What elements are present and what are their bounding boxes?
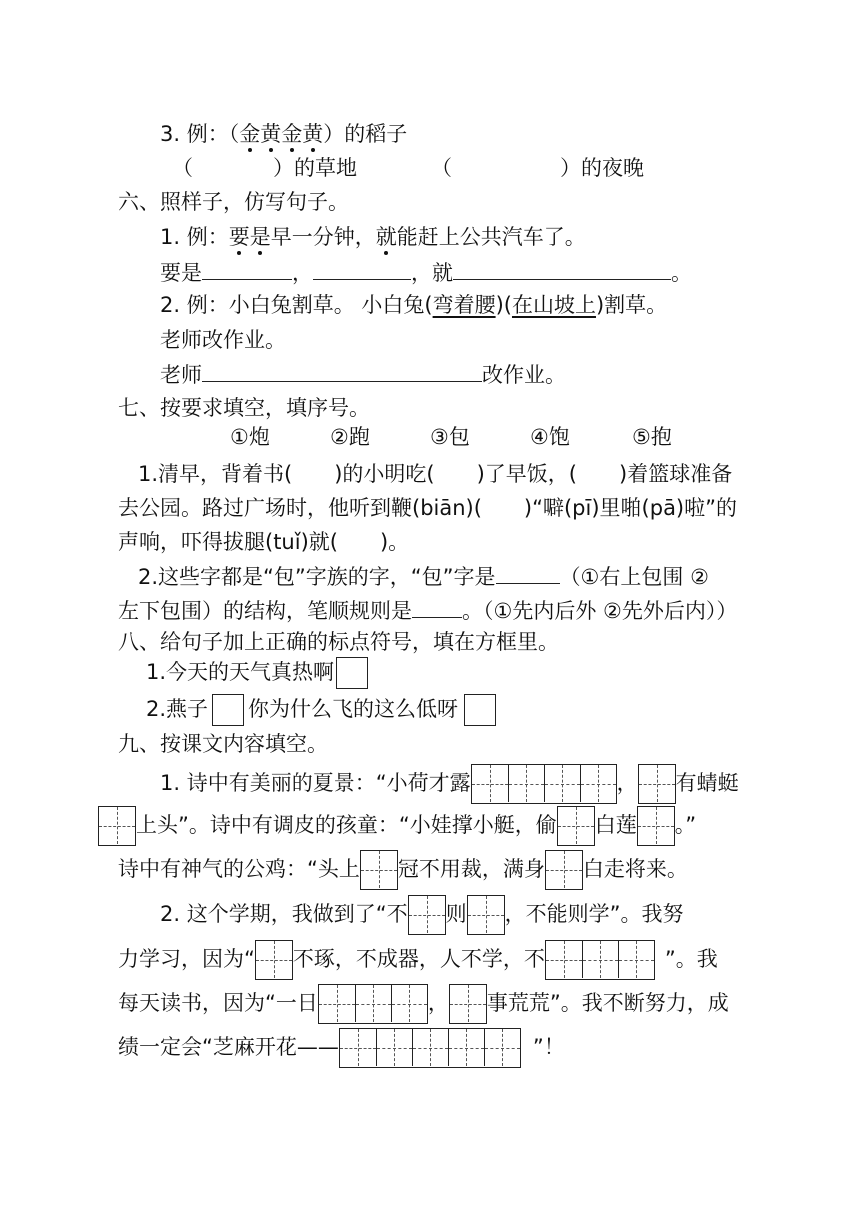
s9-text: 1. 诗中有美丽的夏景：“小荷才露 — [160, 771, 471, 795]
s7-p2-l1b: （①右上包围 ② — [559, 565, 709, 589]
ex1-char: 就 — [375, 225, 397, 249]
s6-ans1-a: 要是 — [160, 261, 202, 285]
s6-ans1-comma1: ， — [292, 261, 313, 285]
s6-ans1-end: 。 — [671, 261, 692, 285]
ex1-char: 汽 — [501, 225, 523, 249]
tianzige-grid[interactable] — [339, 1028, 521, 1068]
tianzige-cell[interactable] — [472, 765, 508, 802]
example-char: 金 — [239, 122, 261, 146]
tianzige-cell[interactable] — [618, 941, 654, 978]
tianzige-grid[interactable] — [637, 806, 675, 846]
tianzige-cell[interactable] — [639, 765, 675, 802]
choice-4: ④饱 — [530, 425, 570, 449]
tianzige-cell[interactable] — [99, 807, 135, 844]
s9-text: ， — [427, 991, 449, 1015]
s6-ans1-comma2: ，就 — [411, 261, 453, 285]
s6-ex2-question: 老师改作业。 — [160, 328, 286, 352]
s9-text: 冠不用裁，满身 — [397, 857, 545, 881]
s3-suffix: ）的稻子 — [323, 122, 408, 146]
s9-text: 每天读书，因为“一日 — [118, 991, 318, 1015]
s7-p1-line1: 1.清早，背着书( )的小明吃( )了早饭，( )着篮球准备 — [138, 462, 733, 486]
tianzige-grid[interactable] — [318, 984, 428, 1024]
example-char: 黄 — [260, 122, 282, 146]
s8-q2-a: 2.燕子 — [146, 697, 209, 721]
s7-p1-line3: 声响，吓得拔腿(tuǐ)就( )。 — [118, 530, 410, 554]
s9-text: 不琢，不成器，人不学，不 — [292, 947, 545, 971]
s9-p2-line1 — [160, 893, 683, 935]
tianzige-grid[interactable] — [545, 940, 655, 980]
s6-ans2-b: 改作业。 — [482, 363, 566, 387]
ex1-char: 上 — [438, 225, 460, 249]
s9-text: ”。我 — [664, 947, 718, 971]
example-char: 黄 — [302, 122, 324, 146]
s3-example-word — [239, 122, 323, 146]
tianzige-grid[interactable] — [98, 806, 136, 846]
s6-answer1 — [160, 257, 692, 288]
tianzige-cell[interactable] — [319, 985, 355, 1022]
tianzige-cell[interactable] — [391, 985, 427, 1022]
s8-q1-text: 1.今天的天气真热啊 — [146, 660, 335, 684]
tianzige-cell[interactable] — [448, 1029, 484, 1066]
tianzige-cell[interactable] — [340, 1029, 376, 1066]
s9-text: ， — [616, 771, 638, 795]
s9-text: 事荒荒”。我不断努力，成 — [486, 991, 729, 1015]
ex1-char: 。 — [564, 225, 586, 249]
choice-3: ③包 — [430, 425, 470, 449]
ex1-char: 公 — [459, 225, 481, 249]
s9-text: 。” — [674, 813, 697, 837]
s9-p1-line3 — [118, 848, 688, 890]
s9-p2-line4 — [118, 1026, 565, 1068]
ex1-char: 是 — [249, 225, 271, 249]
ex1-char: 了 — [543, 225, 565, 249]
s6-example2 — [160, 290, 667, 320]
tianzige-cell[interactable] — [376, 1029, 412, 1066]
s6-heading: 六、照样子，仿写句子。 — [118, 190, 349, 214]
s6-ans2-a: 老师 — [160, 363, 202, 387]
ex1-char: 能 — [396, 225, 418, 249]
tianzige-cell[interactable] — [355, 985, 391, 1022]
choice-2: ②跑 — [330, 425, 370, 449]
tianzige-grid[interactable] — [360, 850, 398, 890]
tianzige-cell[interactable] — [468, 896, 504, 933]
tianzige-cell[interactable] — [558, 807, 594, 844]
tianzige-cell[interactable] — [544, 765, 580, 802]
tianzige-cell[interactable] — [546, 851, 582, 888]
example-char: 金 — [281, 122, 303, 146]
s6-ex2-text: 2. 例：小白兔割草。 小白兔( — [160, 293, 433, 317]
s6-ans1-blank2[interactable] — [313, 257, 411, 280]
ex1-char: 分 — [312, 225, 334, 249]
s9-text: 白走将来。 — [582, 857, 688, 881]
tianzige-grid[interactable] — [449, 984, 487, 1024]
s9-text: 白莲 — [594, 813, 637, 837]
tianzige-grid[interactable] — [408, 895, 446, 935]
tianzige-grid[interactable] — [545, 850, 583, 890]
s9-text: ，不能则学”。我努 — [504, 902, 684, 926]
s6-ex2-underline2: 在山坡上 — [511, 293, 596, 317]
s7-p2-blank2[interactable] — [412, 595, 462, 618]
choice-5: ⑤抱 — [632, 425, 672, 449]
choice-1: ①炮 — [230, 425, 270, 449]
s9-p2-line2 — [118, 938, 718, 980]
s9-text: 则 — [445, 902, 467, 926]
s7-heading: 七、按要求填空，填序号。 — [118, 396, 370, 420]
ex1-char: 车 — [522, 225, 544, 249]
s8-q1 — [146, 657, 368, 689]
tianzige-grid[interactable] — [557, 806, 595, 846]
s7-p1-line2: 去公园。路过广场时，他听到鞭(biān)( )“噼(pī)里啪(pā)啦”的 — [118, 496, 738, 520]
s3-prefix: 3. 例：（ — [160, 122, 240, 146]
s3-q1-open: （ — [172, 156, 193, 180]
s6-ex2-underline1: 弯着腰 — [432, 293, 496, 317]
s3-q2-open: （ — [431, 156, 452, 180]
s7-p2-line2 — [118, 595, 737, 626]
s3-example-line — [160, 119, 407, 149]
s3-question-line — [172, 153, 644, 183]
s9-text: 有蜻蜓 — [675, 771, 739, 795]
s9-text: 2. 这个学期，我做到了“不 — [160, 902, 408, 926]
s8-q2 — [146, 694, 496, 726]
s7-p2-l1a: 2.这些字都是“包”字族的字，“包”字是 — [138, 565, 496, 589]
s8-q2-box2[interactable] — [464, 694, 496, 726]
s6-ans2-blank[interactable] — [202, 359, 482, 382]
tianzige-cell[interactable] — [409, 896, 445, 933]
s8-q2-box1[interactable] — [212, 694, 244, 726]
s9-text: 绩一定会“芝麻开花—— — [118, 1035, 339, 1059]
ex1-char: 要 — [228, 225, 250, 249]
s6-ans1-blank1[interactable] — [202, 257, 292, 280]
ex1-char: 共 — [480, 225, 502, 249]
ex1-char: 一 — [291, 225, 313, 249]
s6-ex2-mid: )( — [495, 293, 512, 317]
s9-text: 上头”。诗中有调皮的孩童：“小娃撑小艇，偷 — [136, 813, 557, 837]
tianzige-cell[interactable] — [582, 941, 618, 978]
s9-p2-line3 — [118, 982, 729, 1024]
s8-q1-box[interactable] — [336, 657, 368, 689]
tianzige-grid[interactable] — [471, 764, 617, 804]
tianzige-cell[interactable] — [484, 1029, 520, 1066]
s7-p2-line1 — [138, 561, 709, 592]
ex1-char: 钟 — [333, 225, 355, 249]
tianzige-cell[interactable] — [508, 765, 544, 802]
s6-ex1-prefix: 1. 例： — [160, 225, 229, 249]
s9-heading: 九、按课文内容填空。 — [118, 732, 328, 756]
ex1-char: 赶 — [417, 225, 439, 249]
s6-ex1-sentence — [229, 225, 586, 249]
s7-p2-l2b: 。（①先内后外 ②先外后内）） — [462, 599, 738, 623]
tianzige-cell[interactable] — [580, 765, 616, 802]
tianzige-cell[interactable] — [256, 941, 292, 978]
s9-text: 诗中有神气的公鸡：“头上 — [118, 857, 360, 881]
s7-p2-l2a: 左下包围）的结构，笔顺规则是 — [118, 599, 412, 623]
tianzige-cell[interactable] — [546, 941, 582, 978]
s9-text: ”！ — [532, 1035, 565, 1059]
s3-q1-close: ）的草地 — [273, 156, 357, 180]
s7-p2-blank1[interactable] — [496, 561, 560, 584]
s9-p1-line1 — [160, 762, 739, 804]
s8-heading: 八、给句子加上正确的标点符号，填在方框里。 — [118, 630, 559, 654]
tianzige-cell[interactable] — [638, 807, 674, 844]
s9-p1-line2 — [98, 804, 696, 846]
s9-text: 力学习，因为“ — [118, 947, 255, 971]
s3-q2-close: ）的夜晚 — [560, 156, 644, 180]
s6-ex2-end: )割草。 — [595, 293, 668, 317]
tianzige-cell[interactable] — [412, 1029, 448, 1066]
s6-answer2 — [160, 359, 566, 390]
s6-example1 — [160, 222, 586, 252]
s8-q2-b: 你为什么飞的这么低呀 — [248, 697, 459, 721]
tianzige-grid[interactable] — [467, 895, 505, 935]
ex1-char: 早 — [270, 225, 292, 249]
tianzige-cell[interactable] — [450, 985, 486, 1022]
tianzige-grid[interactable] — [638, 764, 676, 804]
tianzige-cell[interactable] — [361, 851, 397, 888]
ex1-char: ， — [354, 225, 376, 249]
s6-ans1-blank3[interactable] — [453, 257, 671, 280]
tianzige-grid[interactable] — [255, 940, 293, 980]
